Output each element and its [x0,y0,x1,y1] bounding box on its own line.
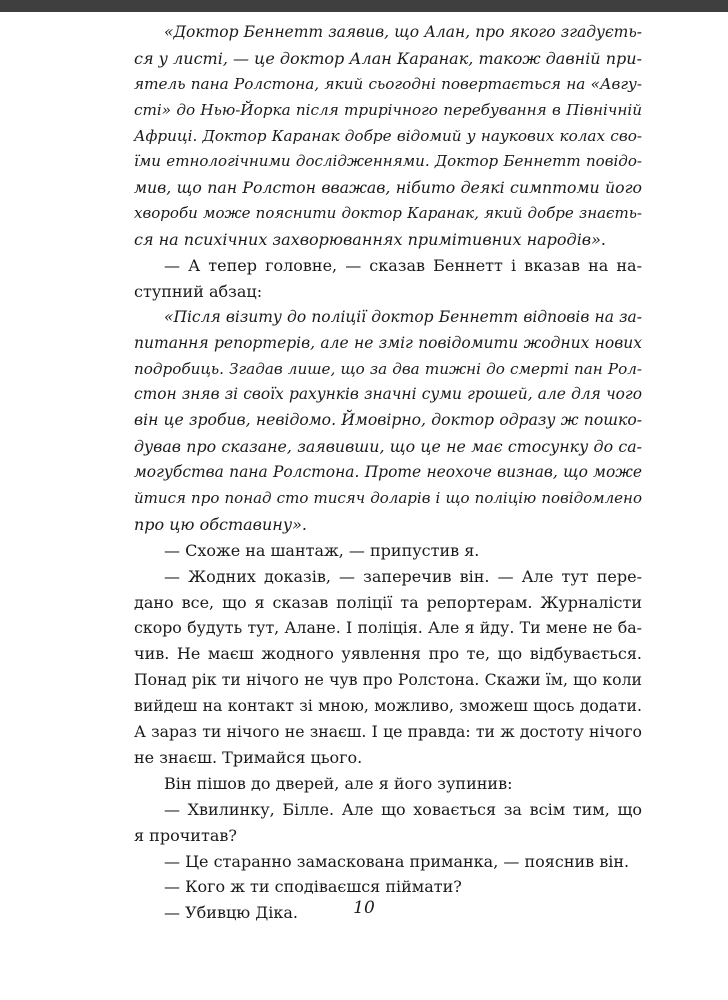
text-line: А зараз ти нічого не знаєш. І це правда: ти ж достоту нічого [134,722,642,742]
text-line: питання репортерів, але не зміг повідомити жодних нових [134,333,642,352]
text-line: вийдеш на контакт зі мною, можливо, зможеш щось додати. [134,696,642,716]
text-line: — Жодних доказів, — заперечив він. — Але тут пере- [164,566,642,586]
text-line: я прочитав? [134,825,237,845]
text-line: — Убивцю Діка. [164,903,299,923]
book-page-text [134,20,642,926]
text-line: чив. Не маєш жодного уявлення про те, що відбувається. [134,644,642,664]
text-line: ятель пана Ролстона, який сьогодні повертається на «Авгу- [134,74,642,93]
text-line: «Доктор Беннетт заявив, що Алан, про якого згадуєть- [164,23,642,41]
text-line: про цю обставину». [134,514,307,534]
text-line: подробиць. Згадав лише, що за два тижні до смерті пан Рол- [134,359,642,378]
text-line: могубства пана Ролстона. Проте неохоче визнав, що може [134,463,642,482]
text-line: — Схоже на шантаж, — припустив я. [164,540,480,560]
text-line: — Це старанно замаскована приманка, — пояснив він. [164,851,630,871]
text-line: ся у листі, — це доктор Алан Каранак, також давній при- [134,48,642,68]
text-line: йтися про понад сто тисяч доларів і що поліцію повідомлено [134,489,642,508]
text-line: дував про сказане, заявивши, що це не має стосунку до са- [134,437,642,457]
text-line: скоро будуть тут, Алане. І поліція. Але я йду. Ти мене не ба- [134,618,642,638]
text-line: мив, що пан Ролстон вважав, нібито деякі симптоми його [134,178,642,198]
text-line: дано все, що я сказав поліції та репортерам. Журналісти [134,592,642,612]
text-line: хвороби може пояснити доктор Каранак, який добре знаєть- [134,204,642,223]
text-line: ся на психічних захворюваннях примітивних народів». [134,230,606,250]
text-line: Африці. Доктор Каранак добре відомий у наукових колах сво- [134,126,642,145]
text-line: — А тепер головне, — сказав Беннетт і вказав на на- [164,256,642,276]
text-line: Понад рік ти нічого не чув про Ролстона. Скажи їм, що коли [134,670,642,690]
text-line: — Кого ж ти сподіваєшся піймати? [164,877,462,897]
text-line: не знаєш. Тримайся цього. [134,747,363,767]
text-line: сті» до Нью-Йорка після трирічного перебування в Північній [134,100,642,119]
top-edge-bar [0,0,728,12]
text-line: їми етнологічними дослідженнями. Доктор Беннетт повідо- [134,152,642,171]
text-line: Він пішов до дверей, але я його зупинив: [164,773,513,793]
text-line: «Після візиту до поліції доктор Беннетт відповів на за- [164,307,642,326]
text-line: — Хвилинку, Білле. Але що ховається за всім тим, що [164,799,642,819]
text-line: ступний абзац: [134,281,263,301]
text-line: стон зняв зі своїх рахунків значні суми грошей, але для чого [134,385,642,404]
text-line: він це зробив, невідомо. Ймовірно, доктор одразу ж пошко- [134,411,642,430]
page-number: 10 [353,898,375,918]
